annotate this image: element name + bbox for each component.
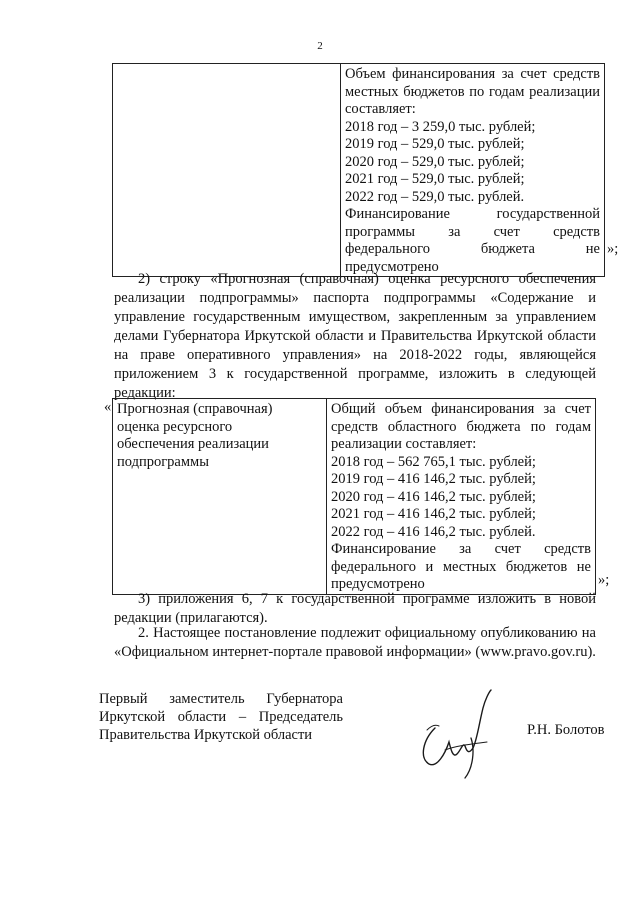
- paragraph-item-2: 2) строку «Прогнозная (справочная) оценка ресурсного обеспечения реализации подпрограммы» паспорта подпрограммы «Содержание и управление государственным имуществом, закрепленным за управлением делами Губернатора Иркутской области и Правительства Иркутской области на праве оперативного управления» на 2018-2022 годы, являющейся приложением 3 к государственной программе, изложить в следующей редакции:: [114, 271, 596, 401]
- financing-table-continuation: [112, 63, 605, 277]
- table1-line: Финансирование государственной: [345, 206, 600, 222]
- table1-right-cell: [341, 64, 605, 277]
- table1-line: составляет:: [345, 101, 416, 117]
- signatory-title-line: Правительства Иркутской области: [99, 727, 313, 743]
- signatory-title-line: Иркутской области – Председатель: [99, 709, 343, 725]
- table1-line: 2020 год – 529,0 тыс. рублей;: [345, 153, 525, 170]
- table2-right-cell: [327, 399, 596, 595]
- signatory-title: [99, 690, 343, 744]
- table1-line: 2019 год – 529,0 тыс. рублей;: [345, 136, 525, 152]
- signatory-title-line: Первый заместитель Губернатора: [99, 691, 343, 707]
- table1-line: Объем финансирования за счет средств: [345, 66, 600, 82]
- table2-right-line: 2021 год – 416 146,2 тыс. рублей;: [331, 506, 536, 522]
- table1-line: программы за счет средств: [345, 223, 600, 240]
- table2-left-line: подпрограммы: [117, 453, 209, 470]
- table2-left-line: Прогнозная (справочная): [117, 401, 273, 417]
- page-number: 2: [317, 40, 323, 52]
- table1-line: 2021 год – 529,0 тыс. рублей;: [345, 171, 525, 187]
- table1-left-cell: [113, 64, 341, 277]
- table2-left-line: оценка ресурсного: [117, 418, 233, 435]
- table1-close-quote: »;: [607, 241, 619, 257]
- table2-right-line: предусмотрено: [331, 576, 425, 592]
- table1-line: 2022 год – 529,0 тыс. рублей.: [345, 188, 525, 205]
- paragraph-item-3: 3) приложения 6, 7 к государственной программе изложить в новой редакции (прилагаются).: [114, 591, 596, 626]
- table2-right-line: федерального и местных бюджетов не: [331, 558, 591, 575]
- table2-right-line: Общий объем финансирования за счет: [331, 401, 591, 417]
- table1-line: предусмотрено: [345, 258, 439, 275]
- table2-right-line: 2018 год – 562 765,1 тыс. рублей;: [331, 453, 536, 470]
- signatory-name: Р.Н. Болотов: [527, 722, 605, 738]
- table2-right-line: Финансирование за счет средств: [331, 541, 591, 557]
- table2-open-quote: «: [104, 399, 112, 415]
- table2-left-line: обеспечения реализации: [117, 436, 269, 452]
- table2-right-line: реализации составляет:: [331, 436, 477, 452]
- table2-right-line: средств областного бюджета по годам: [331, 418, 591, 435]
- table2-right-line: 2022 год – 416 146,2 тыс. рублей.: [331, 523, 536, 540]
- table2-right-line: 2020 год – 416 146,2 тыс. рублей;: [331, 488, 536, 505]
- table2-right-line: 2019 год – 416 146,2 тыс. рублей;: [331, 471, 536, 487]
- paragraph-item-4: 2. Настоящее постановление подлежит официальному опубликованию на «Официальном интернет-портале правовой информации» (www.pravo.gov.ru).: [114, 625, 596, 660]
- handwritten-signature: [405, 680, 505, 780]
- forecast-resource-table: [112, 398, 596, 595]
- table1-line: 2018 год – 3 259,0 тыс. рублей;: [345, 118, 536, 135]
- table2-close-quote: »;: [598, 572, 610, 588]
- table1-line: федерального бюджета не: [345, 241, 600, 257]
- table2-left-cell: [113, 399, 327, 595]
- table1-line: местных бюджетов по годам реализации: [345, 83, 600, 100]
